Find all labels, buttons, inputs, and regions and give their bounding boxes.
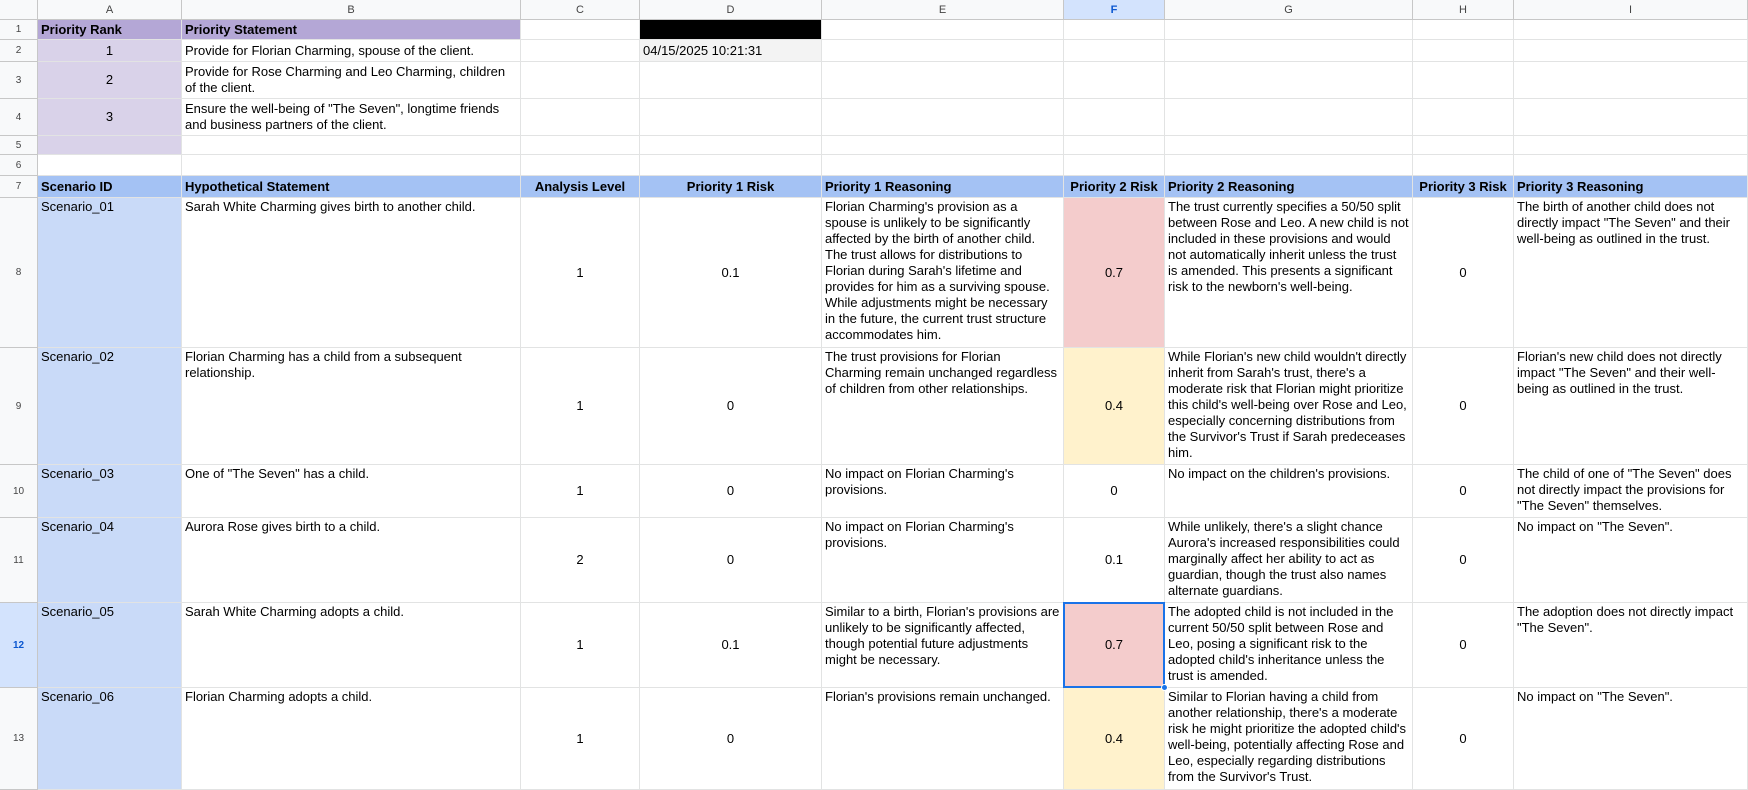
priority-3-reasoning-cell[interactable]: The adoption does not directly impact "The Seven". [1514,603,1748,688]
empty-cell[interactable] [1413,99,1514,136]
priority-3-risk-cell[interactable]: 0 [1413,603,1514,688]
priority-2-risk-header[interactable]: Priority 2 Risk [1064,176,1165,198]
empty-cell[interactable] [1165,20,1413,40]
empty-cell[interactable] [1413,155,1514,176]
empty-cell[interactable] [521,155,640,176]
priority-2-risk-cell[interactable]: 0.1 [1064,518,1165,603]
row-header-7[interactable]: 7 [0,176,38,198]
empty-cell[interactable] [1413,62,1514,99]
priority-3-reasoning-cell[interactable]: No impact on "The Seven". [1514,518,1748,603]
analysis-level-header[interactable]: Analysis Level [521,176,640,198]
empty-cell[interactable] [1064,20,1165,40]
column-header-g[interactable]: G [1165,0,1413,20]
scenario-id-header[interactable]: Scenario ID [38,176,182,198]
row-header-12[interactable]: 12 [0,603,38,688]
empty-cell[interactable] [521,40,640,62]
priority-1-reasoning-cell[interactable]: No impact on Florian Charming's provisions. [822,465,1064,518]
priority-statement-cell[interactable]: Ensure the well-being of "The Seven", longtime friends and business partners of the client. [182,99,521,136]
priority-3-risk-header[interactable]: Priority 3 Risk [1413,176,1514,198]
analysis-level-cell[interactable]: 2 [521,518,640,603]
column-header-c[interactable]: C [521,0,640,20]
row-header-11[interactable]: 11 [0,518,38,603]
column-header-i[interactable]: I [1514,0,1748,20]
fill-handle[interactable] [1161,684,1168,691]
hypothetical-statement-cell[interactable]: Aurora Rose gives birth to a child. [182,518,521,603]
priority-2-reasoning-cell[interactable]: Similar to Florian having a child from another relationship, there's a moderate risk he might prioritize the adopted child's well-being, potentially affecting Rose and Leo, especially regarding distributions from the Survivor's Trust. [1165,688,1413,790]
empty-cell[interactable] [1165,40,1413,62]
scenario-id-cell[interactable]: Scenario_05 [38,603,182,688]
empty-cell[interactable] [521,136,640,155]
empty-cell[interactable] [1514,40,1748,62]
empty-cell[interactable] [1064,99,1165,136]
priority-2-reasoning-cell[interactable]: While Florian's new child wouldn't directly inherit from Sarah's trust, there's a moderate risk that Florian might prioritize this child's well-being over Rose and Leo, especially concerning distributions from the Survivor's Trust if Sarah predeceases him. [1165,348,1413,465]
priority-2-risk-cell[interactable]: 0.4 [1064,688,1165,790]
priority-3-risk-cell[interactable]: 0 [1413,518,1514,603]
priority-statement-cell[interactable]: Provide for Florian Charming, spouse of the client. [182,40,521,62]
empty-cell[interactable] [1064,62,1165,99]
hypothetical-statement-cell[interactable]: Sarah White Charming adopts a child. [182,603,521,688]
priority-2-reasoning-cell[interactable]: While unlikely, there's a slight chance Aurora's increased responsibilities could marginally affect her ability to act as guardian, though the trust also names alternate guardians. [1165,518,1413,603]
priority-1-risk-cell[interactable]: 0 [640,348,822,465]
empty-cell[interactable] [521,20,640,40]
timestamp-cell[interactable]: 04/15/2025 10:21:31 [640,40,822,62]
priority-statement-cell[interactable]: Provide for Rose Charming and Leo Charming, children of the client. [182,62,521,99]
scenario-id-cell[interactable]: Scenario_06 [38,688,182,790]
priority-3-risk-cell[interactable]: 0 [1413,198,1514,348]
empty-cell[interactable] [1165,155,1413,176]
row-header-3[interactable]: 3 [0,62,38,99]
priority-2-risk-cell[interactable]: 0.4 [1064,348,1165,465]
empty-cell[interactable] [1165,99,1413,136]
empty-cell[interactable] [1165,62,1413,99]
priority-3-reasoning-cell[interactable]: No impact on "The Seven". [1514,688,1748,790]
priority-1-reasoning-cell[interactable]: Florian Charming's provision as a spouse is unlikely to be significantly affected by the birth of another child. The trust allows for distributions to Florian during Sarah's lifetime and provides for him as a surviving spouse. While adjustments might be necessary in the future, the current trust structure accommodates him. [822,198,1064,348]
priority-1-risk-cell[interactable]: 0 [640,688,822,790]
priority-2-reasoning-header[interactable]: Priority 2 Reasoning [1165,176,1413,198]
priority-2-reasoning-cell[interactable]: The adopted child is not included in the current 50/50 split between Rose and Leo, posing a significant risk to the adopted child's inheritance unless the trust is amended. [1165,603,1413,688]
priority-1-risk-cell[interactable]: 0.1 [640,603,822,688]
empty-cell[interactable] [640,99,822,136]
scenario-id-cell[interactable]: Scenario_02 [38,348,182,465]
priority-2-risk-cell[interactable]: 0 [1064,465,1165,518]
priority-rank-cell[interactable]: 2 [38,62,182,99]
empty-cell[interactable] [1514,62,1748,99]
analysis-level-cell[interactable]: 1 [521,688,640,790]
column-header-e[interactable]: E [822,0,1064,20]
scenario-id-cell[interactable]: Scenario_03 [38,465,182,518]
priority-2-reasoning-cell[interactable]: No impact on the children's provisions. [1165,465,1413,518]
priority-statement-header[interactable]: Priority Statement [182,20,521,40]
empty-cell[interactable] [822,155,1064,176]
hypothetical-statement-cell[interactable]: Florian Charming adopts a child. [182,688,521,790]
empty-cell[interactable] [822,20,1064,40]
priority-3-risk-cell[interactable]: 0 [1413,688,1514,790]
scenario-id-cell[interactable]: Scenario_01 [38,198,182,348]
priority-1-risk-cell[interactable]: 0.1 [640,198,822,348]
empty-cell[interactable] [822,136,1064,155]
priority-rank-header[interactable]: Priority Rank [38,20,182,40]
select-all-corner[interactable] [0,0,38,20]
priority-1-reasoning-cell[interactable]: Similar to a birth, Florian's provisions are unlikely to be significantly affected, though potential future adjustments might be necessary. [822,603,1064,688]
priority-3-risk-cell[interactable]: 0 [1413,348,1514,465]
analysis-level-cell[interactable]: 1 [521,465,640,518]
empty-cell[interactable] [1514,99,1748,136]
priority-3-risk-cell[interactable]: 0 [1413,465,1514,518]
priority-3-reasoning-header[interactable]: Priority 3 Reasoning [1514,176,1748,198]
column-header-f[interactable]: F [1064,0,1165,20]
empty-cell[interactable] [640,136,822,155]
empty-cell[interactable] [1064,136,1165,155]
row-header-13[interactable]: 13 [0,688,38,790]
priority-2-reasoning-cell[interactable]: The trust currently specifies a 50/50 split between Rose and Leo. A new child is not included in these provisions and would not automatically inherit unless the trust is amended. This presents a significant risk to the newborn's well-being. [1165,198,1413,348]
row-header-2[interactable]: 2 [0,40,38,62]
priority-rank-cell[interactable]: 1 [38,40,182,62]
scenario-id-cell[interactable]: Scenario_04 [38,518,182,603]
priority-2-risk-cell[interactable]: 0.7 [1064,198,1165,348]
empty-cell[interactable] [182,155,521,176]
priority-3-reasoning-cell[interactable]: The birth of another child does not directly impact "The Seven" and their well-being as outlined in the trust. [1514,198,1748,348]
empty-cell[interactable] [182,136,521,155]
empty-cell[interactable] [1064,155,1165,176]
column-header-a[interactable]: A [38,0,182,20]
empty-cell[interactable] [1413,40,1514,62]
empty-cell[interactable] [822,40,1064,62]
row-header-10[interactable]: 10 [0,465,38,518]
priority-1-reasoning-cell[interactable]: The trust provisions for Florian Charming remain unchanged regardless of children from other relationships. [822,348,1064,465]
column-header-d[interactable]: D [640,0,822,20]
empty-cell[interactable] [1514,20,1748,40]
empty-cell[interactable] [38,155,182,176]
row-header-8[interactable]: 8 [0,198,38,348]
priority-3-reasoning-cell[interactable]: Florian's new child does not directly impact "The Seven" and their well-being as outlined in the trust. [1514,348,1748,465]
analysis-level-cell[interactable]: 1 [521,603,640,688]
empty-cell[interactable] [38,136,182,155]
empty-cell[interactable] [1514,155,1748,176]
priority-1-risk-cell[interactable]: 0 [640,518,822,603]
row-header-1[interactable]: 1 [0,20,38,40]
empty-cell[interactable] [1413,136,1514,155]
row-header-6[interactable]: 6 [0,155,38,176]
empty-cell[interactable] [521,62,640,99]
row-header-9[interactable]: 9 [0,348,38,465]
priority-1-reasoning-header[interactable]: Priority 1 Reasoning [822,176,1064,198]
priority-1-reasoning-cell[interactable]: Florian's provisions remain unchanged. [822,688,1064,790]
empty-cell[interactable] [1413,20,1514,40]
hypothetical-statement-cell[interactable]: Florian Charming has a child from a subsequent relationship. [182,348,521,465]
analysis-level-cell[interactable]: 1 [521,348,640,465]
hypothetical-statement-cell[interactable]: Sarah White Charming gives birth to another child. [182,198,521,348]
row-header-4[interactable]: 4 [0,99,38,136]
row-header-5[interactable]: 5 [0,136,38,155]
column-header-h[interactable]: H [1413,0,1514,20]
empty-cell[interactable] [521,99,640,136]
priority-2-risk-cell[interactable]: 0.7 [1064,603,1165,688]
priority-1-risk-header[interactable]: Priority 1 Risk [640,176,822,198]
priority-1-reasoning-cell[interactable]: No impact on Florian Charming's provisions. [822,518,1064,603]
empty-cell[interactable] [1064,40,1165,62]
priority-1-risk-cell[interactable]: 0 [640,465,822,518]
hypothetical-statement-cell[interactable]: One of "The Seven" has a child. [182,465,521,518]
hypothetical-statement-header[interactable]: Hypothetical Statement [182,176,521,198]
black-redacted-cell[interactable] [640,20,822,40]
empty-cell[interactable] [822,62,1064,99]
empty-cell[interactable] [640,62,822,99]
empty-cell[interactable] [1165,136,1413,155]
empty-cell[interactable] [1514,136,1748,155]
priority-rank-cell[interactable]: 3 [38,99,182,136]
priority-3-reasoning-cell[interactable]: The child of one of "The Seven" does not directly impact the provisions for "The Seven" themselves. [1514,465,1748,518]
analysis-level-cell[interactable]: 1 [521,198,640,348]
empty-cell[interactable] [640,155,822,176]
column-header-b[interactable]: B [182,0,521,20]
empty-cell[interactable] [822,99,1064,136]
